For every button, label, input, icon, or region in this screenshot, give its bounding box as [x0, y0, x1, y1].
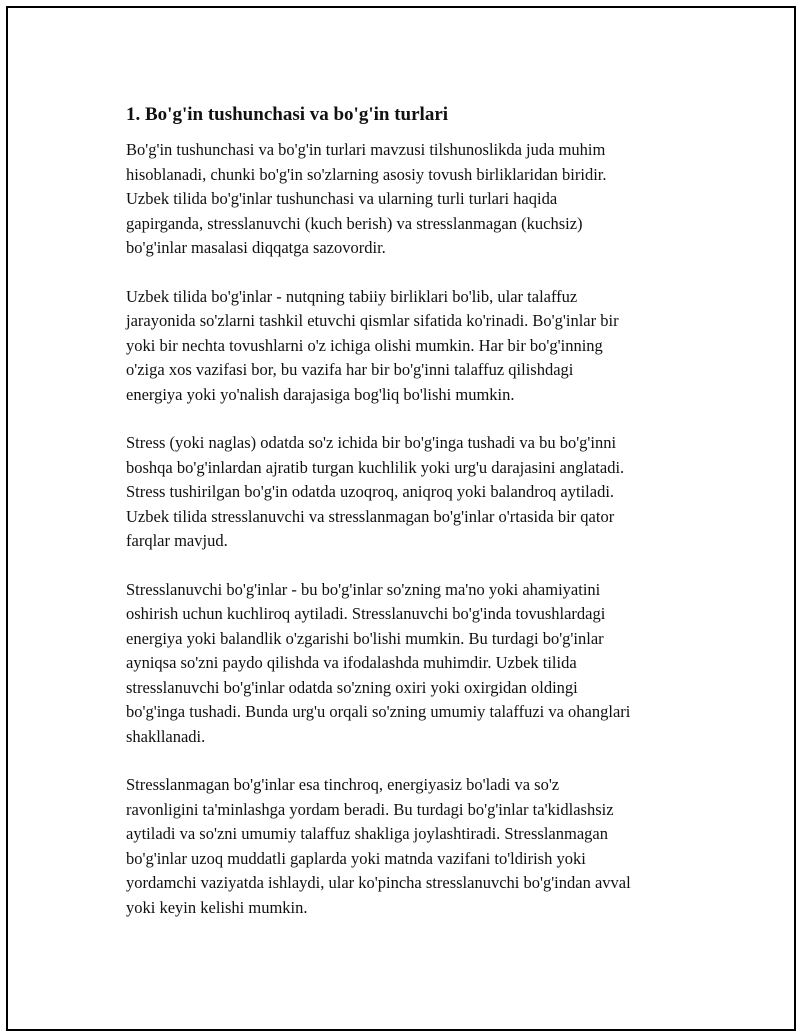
text-line: yoki keyin kelishi mumkin.: [126, 897, 308, 917]
text-line: Uzbek tilida bo'g'inlar - nutqning tabiiy birliklari bo'lib, ular talaffuz: [126, 286, 578, 306]
text-line: aytiladi va so'zni umumiy talaffuz shakliga joylashtiradi. Stresslanmagan: [126, 824, 608, 843]
paragraph-3: [126, 431, 706, 554]
section-heading: 1. Bo'g'in tushunchasi va bo'g'in turlari: [126, 104, 449, 125]
text-line: Stresslanmagan bo'g'inlar esa tinchroq, energiyasiz bo'ladi va so'z: [126, 775, 560, 794]
text-line: bo'g'inlar masalasi diqqatga sazovordir.: [126, 238, 386, 257]
text-line: Stresslanuvchi bo'g'inlar - bu bo'g'inlar so'zning ma'no yoki ahamiyatini: [126, 579, 601, 599]
paragraph-2: [126, 285, 706, 408]
text-line: ravonligini ta'minlashga yordam beradi. Bu turdagi bo'g'inlar ta'kidlashsiz: [126, 799, 614, 819]
text-line: bo'g'inlar uzoq muddatli gaplarda yoki matnda vazifani to'ldirish yoki: [126, 848, 586, 868]
text-line: hisoblanadi, chunki bo'g'in so'zlarning asosiy tovush birliklaridan biridir.: [126, 164, 607, 184]
text-line: Uzbek tilida stresslanuvchi va stresslanmagan bo'g'inlar o'rtasida bir qator: [126, 506, 615, 526]
page-border: [6, 6, 796, 1031]
text-line: yoki bir nechta tovushlarni o'z ichiga olishi mumkin. Har bir bo'g'inning: [126, 335, 603, 355]
text-line: energiya yoki yo'nalish darajasiga bog'liq bo'lishi mumkin.: [126, 384, 515, 404]
text-line: energiya yoki balandlik o'zgarishi bo'lishi mumkin. Bu turdagi bo'g'inlar: [126, 628, 604, 648]
text-line: jarayonida so'zlarni tashkil etuvchi qismlar sifatida ko'rinadi. Bo'g'inlar bir: [126, 311, 619, 330]
text-line: shakllanadi.: [126, 726, 206, 746]
paragraph-1: [126, 138, 706, 261]
text-line: o'ziga xos vazifasi bor, bu vazifa har bir bo'g'inni talaffuz qilishdagi: [126, 360, 574, 379]
text-line: oshirish uchun kuchliroq aytiladi. Stresslanuvchi bo'g'inda tovushlardagi: [126, 604, 606, 623]
text-line: Stress tushirilgan bo'g'in odatda uzoqroq, aniqroq yoki balandroq aytiladi.: [126, 482, 615, 501]
text-line: Stress (yoki naglas) odatda so'z ichida bir bo'g'inga tushadi va bu bo'g'inni: [126, 433, 617, 452]
text-line: boshqa bo'g'inlardan ajratib turgan kuchlilik yoki urg'u darajasini anglatadi.: [126, 457, 625, 477]
text-line: yordamchi vaziyatda ishlaydi, ular ko'pincha stresslanuvchi bo'g'indan avval: [126, 873, 631, 892]
text-line: gapirganda, stresslanuvchi (kuch berish) va stresslanmagan (kuchsiz): [126, 213, 583, 233]
text-line: Uzbek tilida bo'g'inlar tushunchasi va ularning turli turlari haqida: [126, 189, 558, 208]
paragraph-5: [126, 773, 706, 920]
text-line: farqlar mavjud.: [126, 531, 228, 550]
text-line: Bo'g'in tushunchasi va bo'g'in turlari mavzusi tilshunoslikda juda muhim: [126, 140, 606, 159]
text-line: stresslanuvchi bo'g'inlar odatda so'zning oxiri yoki oxirgidan oldingi: [126, 677, 578, 697]
paragraph-4: [126, 578, 706, 750]
text-line: bo'g'inga tushadi. Bunda urg'u orqali so'zning umumiy talaffuzi va ohanglari: [126, 702, 631, 721]
text-line: ayniqsa so'zni paydo qilishda va ifodalashda muhimdir. Uzbek tilida: [126, 653, 577, 672]
document-body: [126, 102, 706, 944]
